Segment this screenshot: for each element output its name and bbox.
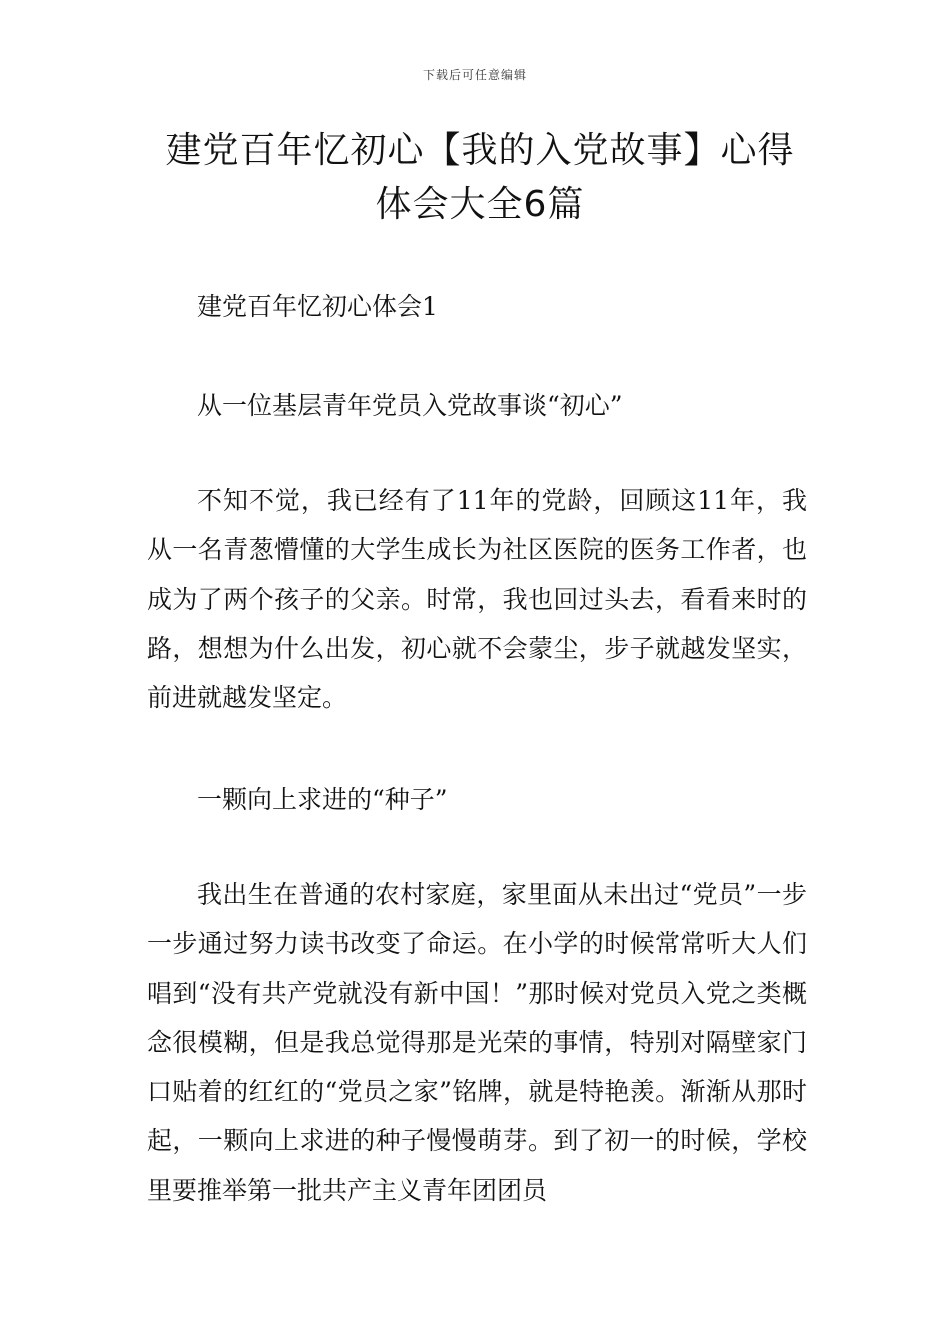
paragraph: 从一位基层青年党员入党故事谈“初心” — [197, 391, 623, 420]
paragraph-subheading — [147, 775, 807, 824]
paragraph: 我出生在普通的农村家庭，家里面从未出过“党员”一步一步通过努力读书改变了命运。在小学的时候常常听大人们唱到“没有共产党就没有新中国！”那时候对党员入党之类概念很模糊，但是我总觉得那是光荣的事情，特别对隔壁家门口贴着的红红的“党员之家”铭牌，就是特艳羡。渐渐从那时起，一颗向上求进的种子慢慢萌芽。到了初一的时候，学校里要推举第一批共产主义青年团团员 — [147, 880, 807, 1205]
paragraph-section-heading — [147, 282, 807, 331]
paragraph-body-1 — [147, 476, 807, 722]
paragraph: 不知不觉，我已经有了11年的党龄，回顾这11年，我从一名青葱懵懂的大学生成长为社区医院的医务工作者，也成为了两个孩子的父亲。时常，我也回过头去，看看来时的路，想想为什么出发，初心就不会蒙尘，步子就越发坚实，前进就越发坚定。 — [147, 486, 807, 713]
header-note: 下载后可任意编辑 — [422, 68, 527, 82]
paragraph: 一颗向上求进的“种子” — [197, 785, 448, 814]
paragraph: 建党百年忆初心体会1 — [197, 292, 438, 321]
document-title: 建党百年忆初心【我的入党故事】心得体会大全6篇 — [165, 130, 795, 225]
paragraph-body-2 — [147, 870, 807, 1215]
paragraph-subtitle — [147, 381, 807, 430]
